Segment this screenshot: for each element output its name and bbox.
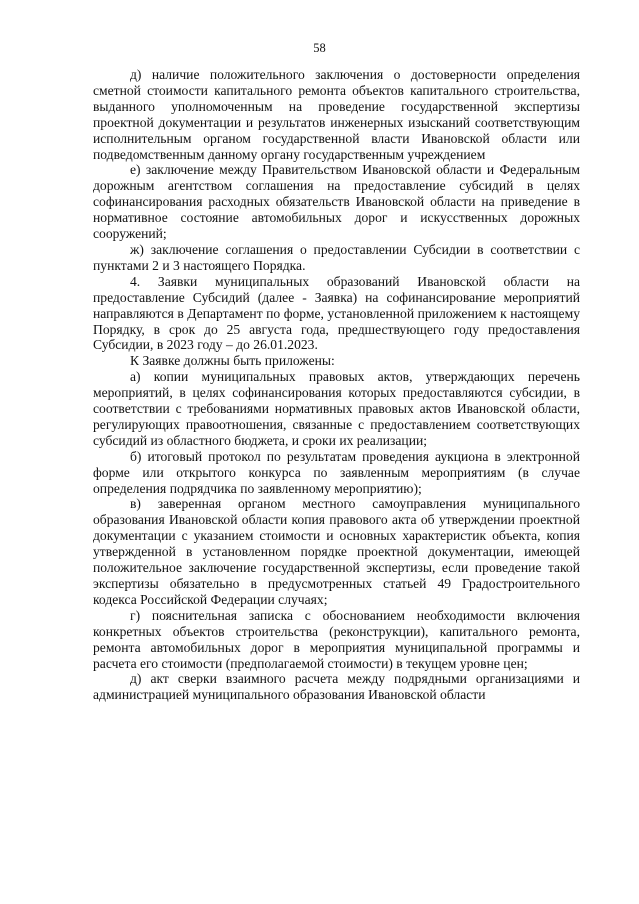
paragraph-attachment-a: а) копии муниципальных правовых актов, утверждающих перечень мероприятий, в целях софинансирования которых предоставляются субсидии, в соответствии с требованиями нормативных правовых актов Ивановской области, регулирующих правоотношения, связанные с предоставлением соответствующих субсидий из областного бюджета, и сроки их реализации; — [93, 369, 580, 448]
page-number: 58 — [313, 41, 326, 55]
paragraph-attachment-d: д) акт сверки взаимного расчета между подрядными организациями и администрацией муниципального образования Ивановской области — [93, 671, 580, 703]
paragraph-attachment-g: г) пояснительная записка с обоснованием необходимости включения конкретных объектов строительства (реконструкции), капитального ремонта, ремонта автомобильных дорог в мероприятия муниципальной программы и расчета его стоимости (предполагаемой стоимости) в текущем уровне цен; — [93, 607, 580, 671]
paragraph-section-4-applications: 4. Заявки муниципальных образований Ивановской области на предоставление Субсидий (далее - Заявка) на софинансирование мероприятий направляются в Департамент по форме, установленной приложением к настоящему Порядку, в срок до 25 августа года, предшествующего году предоставления Субсидии, в 2023 году – до 26.01.2023. — [93, 273, 580, 353]
paragraph-attachment-v: в) заверенная органом местного самоуправления муниципального образования Ивановской области копия правового акта об утверждении проектной документации с указанием стоимости и основных характеристик объекта, копия утвержденной в установленном порядке проектной документации, имеющей положительное заключение государственной экспертизы, если проведение такой экспертизы обязательно в предусмотренных статьей 49 Градостроительного кодекса Российской Федерации случаях; — [93, 496, 580, 607]
document-body — [93, 67, 580, 703]
paragraph-item-d-expert-conclusion: д) наличие положительного заключения о достоверности определения сметной стоимости капитального ремонта объектов капитального строительства, выданного уполномоченным на проведение государственной экспертизы проектной документации и результатов инженерных изысканий соответствующим исполнительным органом государственной власти Ивановской области или подведомственным данному органу государственным учреждением — [93, 67, 580, 162]
paragraph-item-e-federal-agreement: е) заключение между Правительством Ивановской области и Федеральным дорожным агентством соглашения на предоставление субсидий в целях софинансирования расходных обязательств Ивановской области на приведение в нормативное состояние автомобильных дорог и искусственных дорожных сооружений; — [93, 162, 580, 242]
paragraph-attachments-intro: К Заявке должны быть приложены: — [130, 353, 335, 369]
paragraph-attachment-b: б) итоговый протокол по результатам проведения аукциона в электронной форме или открытого конкурса по заявленным мероприятиям (в случае определения подрядчика по заявленному мероприятию); — [93, 448, 580, 496]
paragraph-item-zh-subsidy-agreement: ж) заключение соглашения о предоставлении Субсидии в соответствии с пунктами 2 и 3 настоящего Порядка. — [93, 241, 580, 273]
